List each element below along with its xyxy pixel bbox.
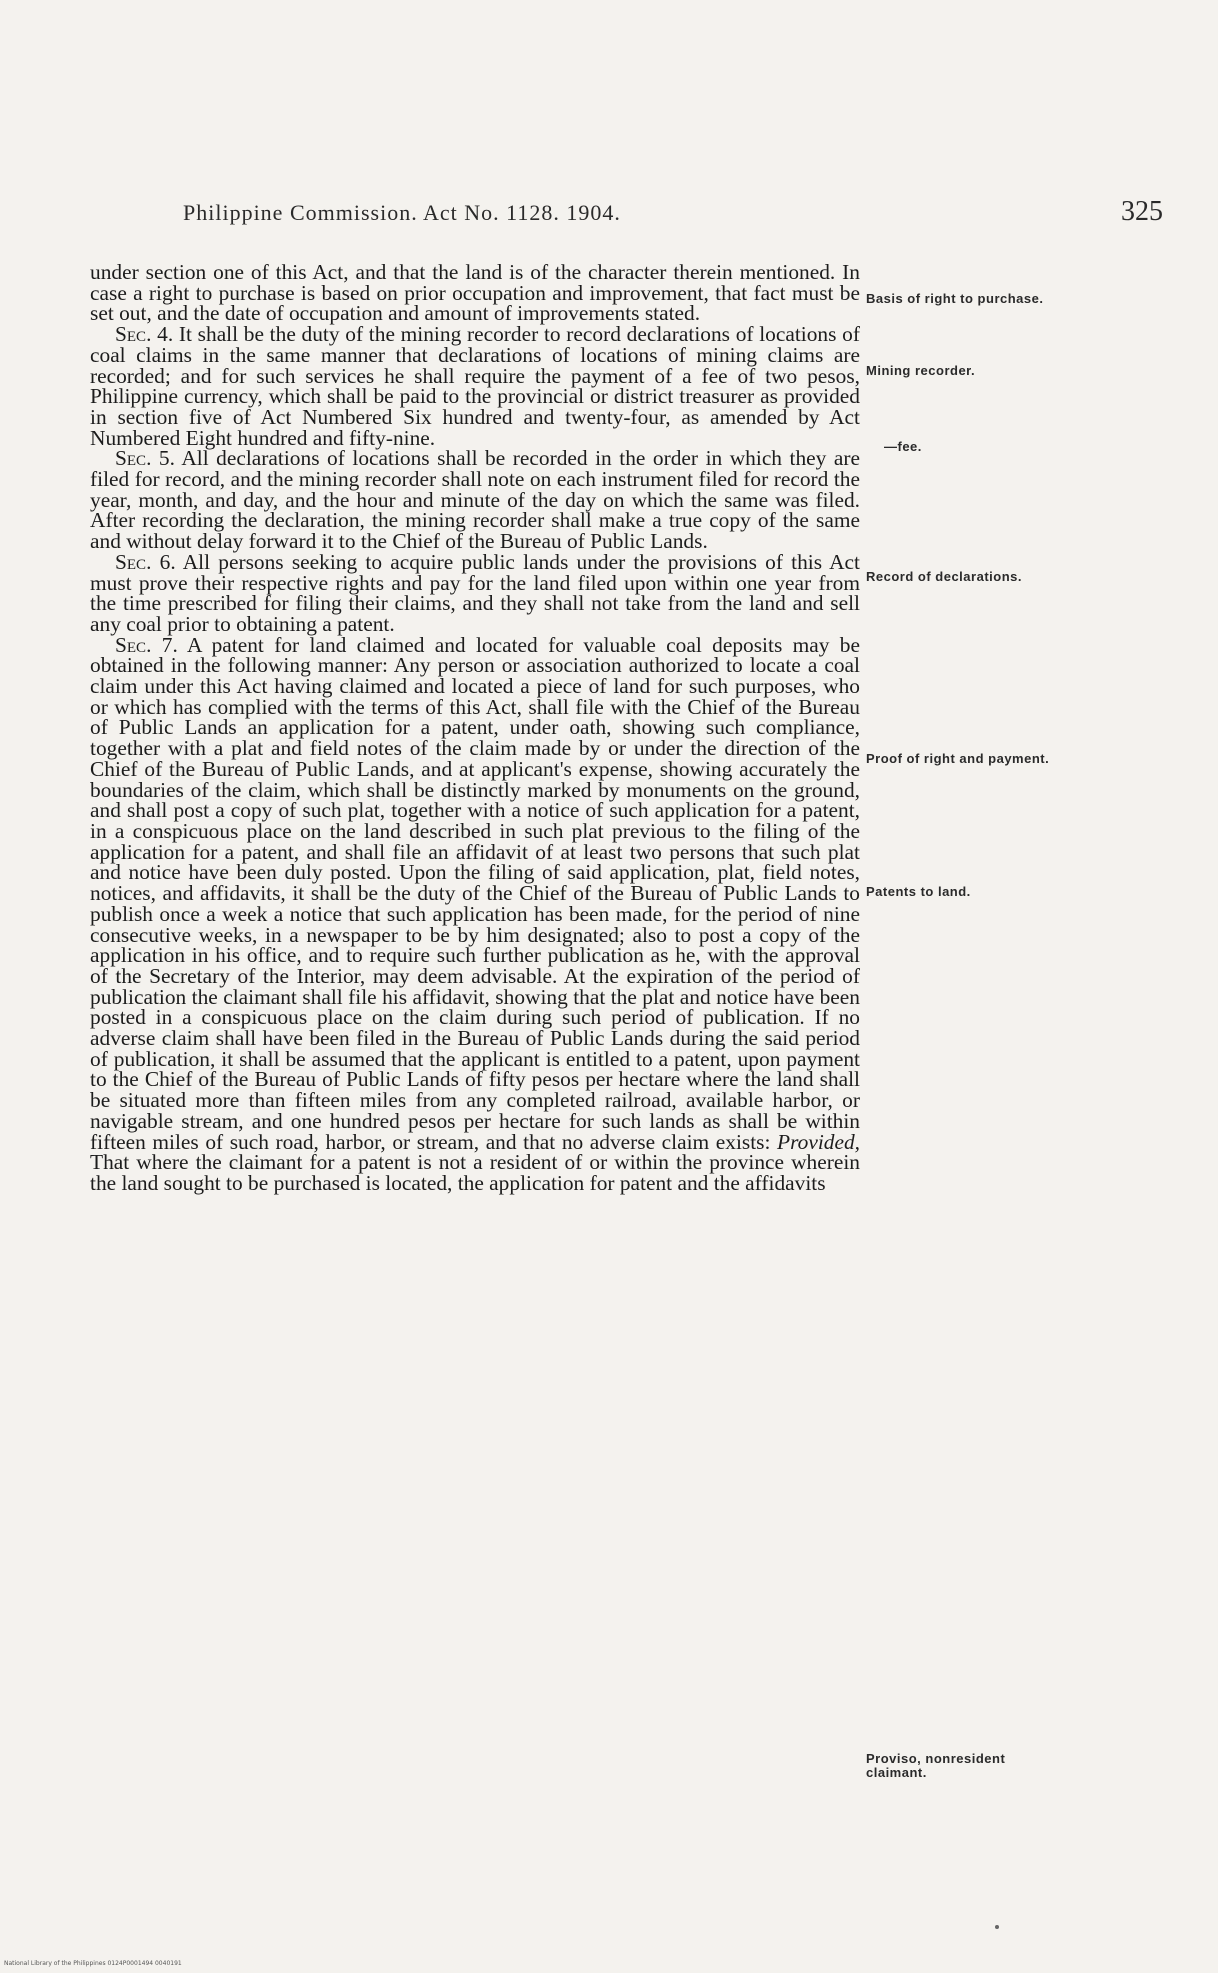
margin-note-proviso: Proviso, nonresident claimant. xyxy=(866,1751,1006,1780)
section-6-paragraph xyxy=(90,549,860,636)
section-6-text: All persons seeking to acquire public lands under the provisions of this Act must prove their respective rights and pay for the land filed upon within one year from the time prescribed for filing their claims, and they shall not take from the land and sell any coal prior to obtaining a patent. xyxy=(90,549,860,636)
section-5-text: All declarations of locations shall be recorded in the order in which they are filed for record, and the mining recorder shall note on each instrument filed for record the year, month, and day, and the hour and minute of the day on which the same was filed. After recording the declaration, the mining recorder shall make a true copy of the same and without delay forward it to the Chief of the Bureau of Public Lands. xyxy=(90,446,860,554)
section-6-label: Sec. 6. xyxy=(115,549,176,574)
section-7-text: A patent for land claimed and located for valuable coal deposits may be obtained in the following manner: Any person or association authorized to locate a coal claim under this Act having claimed and located a piece of land for such purposes, who or which has complied with the terms of this Act, shall file with the Chief of the Bureau of Public Lands an application for a patent, under oath, showing such compliance, together with a plat and field notes of the claim made by or under the direction of the Chief of the Bureau of Public Lands, and at applicant's expense, showing accurately the boundaries of the claim, which shall be distinctly marked by monuments on the ground, and shall post a copy of such plat, together with a notice of such application for a patent, in a conspicuous place on the land described in such plat previous to the filing of the application for a patent, and shall file an affidavit of at least two persons that such plat and notice have been duly posted. Upon the filing of said application, plat, field notes, notices, and affidavits, it shall be the duty of the Chief of the Bureau of Public Lands to publish once a week a notice that such application has been made, for the period of nine consecutive weeks, in a newspaper to be by him designated; also to post a copy of the application in his office, and to require such further publication as he, with the approval of the Secretary of the Interior, may deem advisable. At the expiration of the period of publication the claimant shall file his affidavit, showing that the plat and notice have been posted in a conspicuous place on the claim during such period of publication. If no adverse claim shall have been filed in the Bureau of Public Lands during the said period of publication, it shall be assumed that the applicant is entitled to a patent, upon payment to the Chief of the Bureau of Public Lands of fifty pesos per hectare where the land shall be situated more than fifteen miles from any completed railroad, available harbor, or navigable stream, and one hundred pesos per hectare for such lands as shall be within fifteen miles of such road, harbor, or stream, and that no adverse claim exists: xyxy=(90,632,860,1154)
stray-ink-mark xyxy=(995,1925,999,1929)
margin-note-basis-of-right: Basis of right to purchase. xyxy=(866,291,1044,306)
margin-note-fee: —fee. xyxy=(884,439,922,454)
running-head: Philippine Commission. Act No. 1128. 1904. xyxy=(183,200,621,225)
section-4-label: Sec. 4. xyxy=(115,322,174,347)
section-7-tail: That where the claimant for a patent is not a resident of or within the province wherein the land sought to be purchased is located, the application for patent and the affidavits xyxy=(90,1150,860,1195)
scan-credit: National Library of the Philippines 0124P0001494 0040191 xyxy=(4,1960,182,1967)
section-5-label: Sec. 5. xyxy=(115,446,175,471)
paragraph-continued: under section one of this Act, and that the land is of the character therein mentioned. In case a right to purchase is based on prior occupation and improvement, that fact must be set out, and the date of occupation and amount of improvements stated. xyxy=(90,260,860,326)
section-7-paragraph xyxy=(90,632,860,1195)
page-header xyxy=(183,196,1163,230)
margin-note-mining-recorder: Mining recorder. xyxy=(866,363,976,378)
margin-note-proof-of-right: Proof of right and payment. xyxy=(866,751,1050,766)
section-5-paragraph xyxy=(90,448,860,552)
section-4-paragraph xyxy=(90,324,860,448)
section-4-text: It shall be the duty of the mining recorder to record declarations of locations of coal claims in the same manner that declarations of locations of mining claims are recorded; and for such services he shall require the payment of a fee of two pesos, Philippine currency, which shall be paid to the provincial or district treasurer as provided in section five of Act Numbered Six hundred and twenty-four, as amended by Act Numbered Eight hundred and fifty-nine. xyxy=(90,322,860,450)
section-7-label: Sec. 7. xyxy=(115,632,178,657)
page-number: 325 xyxy=(1121,196,1163,227)
margin-note-patents-to-land: Patents to land. xyxy=(866,884,971,899)
main-text xyxy=(90,262,860,1194)
margin-note-record-of-declarations: Record of declarations. xyxy=(866,569,1022,584)
proviso-word: Provided, xyxy=(777,1129,860,1154)
